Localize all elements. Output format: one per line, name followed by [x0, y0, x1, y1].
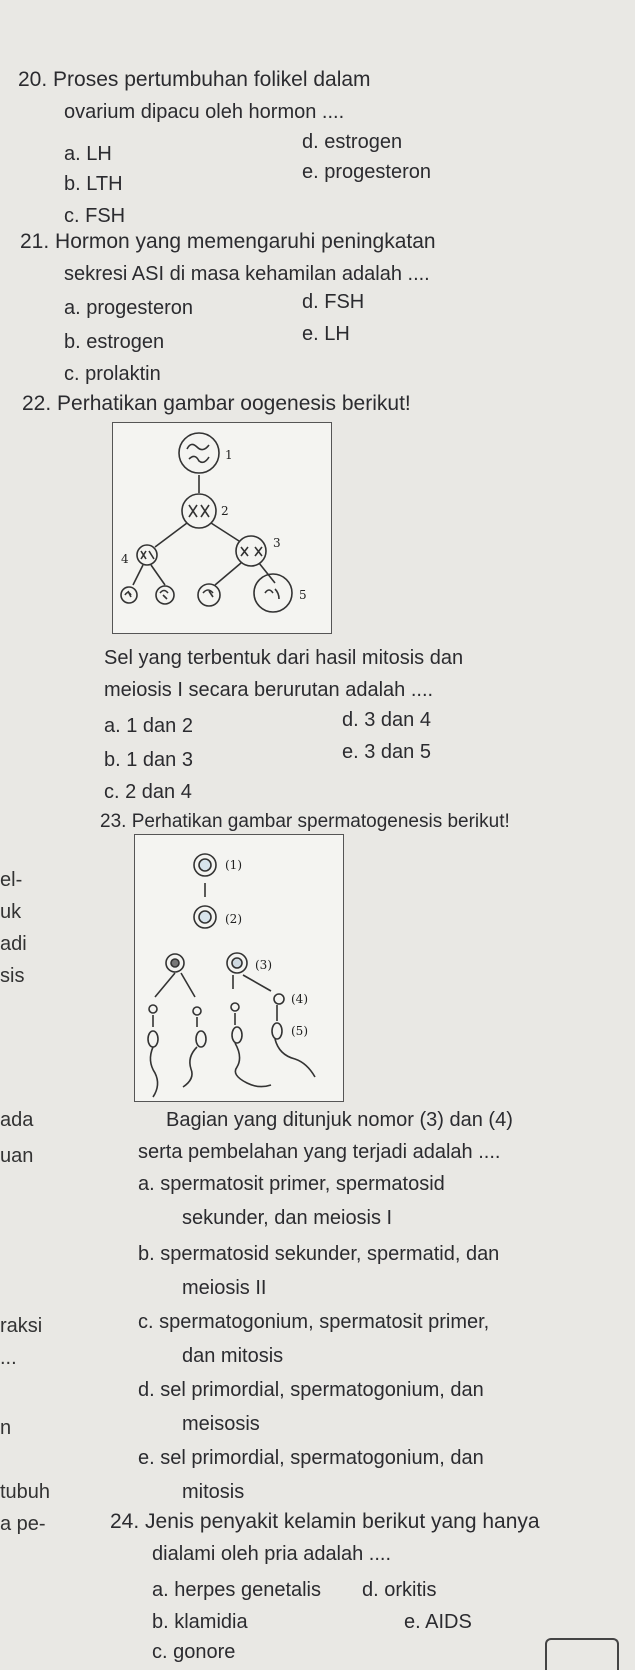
q21-stem-line2: sekresi ASI di masa kehamilan adalah .... [64, 263, 430, 285]
q22-option-d[interactable]: d. 3 dan 4 [342, 709, 431, 731]
q23-option-c-line1[interactable]: c. spermatogonium, spermatosit primer, [138, 1311, 490, 1333]
edge-fragment: tubuh [0, 1481, 51, 1503]
q23-stem-line1: 23. Perhatikan gambar spermatogenesis berikut! [100, 811, 510, 832]
sperm-label-4: (4) [291, 992, 308, 1006]
q24-stem-line2: dialami oleh pria adalah .... [152, 1543, 392, 1565]
q22-stem-line1: 22. Perhatikan gambar oogenesis berikut! [22, 392, 411, 415]
answer-box-corner [545, 1638, 619, 1670]
q20-option-a[interactable]: a. LH [64, 143, 112, 165]
q24-option-c[interactable]: c. gonore [152, 1641, 236, 1663]
q23-option-b-line2: meiosis II [182, 1277, 267, 1299]
q21-option-c[interactable]: c. prolaktin [64, 363, 161, 385]
q20-stem-line2: ovarium dipacu oleh hormon .... [64, 101, 345, 123]
q22-option-c[interactable]: c. 2 dan 4 [104, 781, 192, 803]
q21-option-e[interactable]: e. LH [302, 323, 350, 345]
sperm-label-5: (5) [291, 1024, 308, 1038]
edge-fragment: ... [0, 1347, 17, 1369]
q23-option-e-line2: mitosis [182, 1481, 245, 1503]
q22-stem-line3: meiosis I secara berurutan adalah .... [104, 679, 434, 701]
edge-fragment: sis [0, 965, 25, 987]
oogenesis-label-2: 2 [221, 504, 229, 518]
q23-stem-line3: serta pembelahan yang terjadi adalah .... [138, 1141, 501, 1163]
edge-fragment: el- [0, 869, 23, 891]
q20-option-d[interactable]: d. estrogen [302, 131, 403, 153]
q23-option-a-line2: sekunder, dan meiosis I [182, 1207, 393, 1229]
q23-option-c-line2: dan mitosis [182, 1345, 284, 1367]
q20-option-b[interactable]: b. LTH [64, 173, 123, 195]
q24-option-d[interactable]: d. orkitis [362, 1579, 437, 1601]
q23-option-e-line1[interactable]: e. sel primordial, spermatogonium, dan [138, 1447, 484, 1469]
oogenesis-label-3: 3 [273, 536, 281, 550]
q21-option-a[interactable]: a. progesteron [64, 297, 193, 319]
q23-option-d-line2: meisosis [182, 1413, 260, 1435]
q20-stem-line1: 20. Proses pertumbuhan folikel dalam [18, 68, 371, 91]
oogenesis-label-5: 5 [299, 588, 307, 602]
edge-fragment: n [0, 1417, 12, 1439]
q24-option-b[interactable]: b. klamidia [152, 1611, 248, 1633]
edge-fragment: adi [0, 933, 27, 955]
q22-option-e[interactable]: e. 3 dan 5 [342, 741, 431, 763]
oogenesis-label-4: 4 [121, 552, 129, 566]
q23-option-d-line1[interactable]: d. sel primordial, spermatogonium, dan [138, 1379, 484, 1401]
edge-fragment: ada [0, 1109, 34, 1131]
q22-option-b[interactable]: b. 1 dan 3 [104, 749, 193, 771]
q23-stem-line2: Bagian yang ditunjuk nomor (3) dan (4) [166, 1109, 513, 1131]
oogenesis-figure [112, 422, 332, 634]
spermatogenesis-figure [134, 834, 344, 1102]
q24-option-e[interactable]: e. AIDS [404, 1611, 472, 1633]
q21-stem-line1: 21. Hormon yang memengaruhi peningkatan [20, 230, 436, 253]
q20-option-e[interactable]: e. progesteron [302, 161, 431, 183]
q23-option-a-line1[interactable]: a. spermatosit primer, spermatosid [138, 1173, 445, 1195]
q24-stem-line1: 24. Jenis penyakit kelamin berikut yang hanya [110, 1510, 540, 1533]
q20-option-c[interactable]: c. FSH [64, 205, 126, 227]
sperm-label-1: (1) [225, 858, 242, 872]
edge-fragment: uan [0, 1145, 34, 1167]
oogenesis-label-1: 1 [225, 448, 233, 462]
edge-fragment: uk [0, 901, 22, 923]
q21-option-b[interactable]: b. estrogen [64, 331, 165, 353]
q24-option-a[interactable]: a. herpes genetalis [152, 1579, 322, 1601]
q22-option-a[interactable]: a. 1 dan 2 [104, 715, 193, 737]
q22-stem-line2: Sel yang terbentuk dari hasil mitosis dan [104, 647, 464, 669]
edge-fragment: a pe- [0, 1513, 46, 1535]
edge-fragment: raksi [0, 1315, 43, 1337]
sperm-label-3: (3) [255, 958, 272, 972]
sperm-label-2: (2) [225, 912, 242, 926]
q21-option-d[interactable]: d. FSH [302, 291, 365, 313]
q23-option-b-line1[interactable]: b. spermatosid sekunder, spermatid, dan [138, 1243, 500, 1265]
